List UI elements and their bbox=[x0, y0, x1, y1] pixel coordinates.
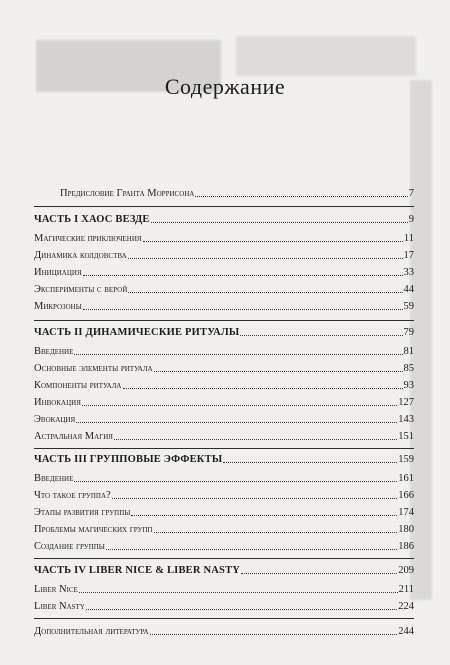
toc-entry bbox=[34, 503, 414, 519]
toc-entry bbox=[34, 229, 414, 245]
toc-label: Создание группы bbox=[34, 541, 105, 552]
toc-page-number: 44 bbox=[403, 284, 414, 295]
toc-page-number: 244 bbox=[398, 626, 414, 637]
toc-part-label: ЧАСТЬ IV LIBER NICE & LIBER NASTY bbox=[34, 565, 241, 576]
toc-entry bbox=[34, 342, 414, 358]
toc-entry bbox=[34, 469, 414, 485]
section-rule bbox=[34, 320, 414, 321]
toc-label: Liber Nasty bbox=[34, 601, 85, 612]
toc-page-number: 11 bbox=[403, 233, 414, 244]
section-rule bbox=[34, 618, 414, 619]
toc-label: Астральная Магия bbox=[34, 431, 113, 442]
dot-leader bbox=[86, 609, 397, 610]
toc-label: Инициация bbox=[34, 267, 82, 278]
bleed-through-shape bbox=[236, 36, 416, 76]
dot-leader bbox=[195, 196, 407, 197]
toc-part-label: ЧАСТЬ II ДИНАМИЧЕСКИЕ РИТУАЛЫ bbox=[34, 327, 240, 338]
toc-page-number: 159 bbox=[398, 454, 414, 465]
dot-leader bbox=[123, 388, 403, 389]
dot-leader bbox=[223, 462, 397, 463]
section-rule bbox=[34, 206, 414, 207]
section-rule bbox=[34, 558, 414, 559]
toc-entry bbox=[34, 246, 414, 262]
toc-page-number: 33 bbox=[403, 267, 414, 278]
toc-page-number: 79 bbox=[403, 327, 414, 338]
dot-leader bbox=[106, 549, 397, 550]
toc-label: Введение bbox=[34, 473, 74, 484]
toc-label: Проблемы магических групп bbox=[34, 524, 153, 535]
toc-page-number: 151 bbox=[398, 431, 414, 442]
toc-entry bbox=[34, 280, 414, 296]
toc-label: Этапы развития группы bbox=[34, 507, 131, 518]
dot-leader bbox=[74, 354, 402, 355]
dot-leader bbox=[241, 573, 397, 574]
toc-entry bbox=[34, 520, 414, 536]
toc-entry bbox=[34, 486, 414, 502]
dot-leader bbox=[79, 592, 398, 593]
dot-leader bbox=[143, 241, 403, 242]
dot-leader bbox=[154, 371, 403, 372]
toc-label: Эксперименты с верой bbox=[34, 284, 128, 295]
toc-page-number: 166 bbox=[398, 490, 414, 501]
toc-page-number: 93 bbox=[403, 380, 414, 391]
dot-leader bbox=[74, 481, 397, 482]
toc-entry bbox=[34, 263, 414, 279]
toc-entry bbox=[34, 410, 414, 426]
toc-label: Предисловие Гранта Моррисона bbox=[60, 188, 195, 199]
toc-page-number: 224 bbox=[398, 601, 414, 612]
toc-page-number: 59 bbox=[403, 301, 414, 312]
toc-part-1 bbox=[34, 210, 414, 226]
toc-page-number: 209 bbox=[398, 565, 414, 576]
toc-label: Что такое группа? bbox=[34, 490, 111, 501]
toc-page-number: 9 bbox=[408, 214, 414, 225]
toc-label: Компоненты ритуала bbox=[34, 380, 122, 391]
dot-leader bbox=[83, 275, 403, 276]
toc-page-number: 161 bbox=[398, 473, 414, 484]
toc-label: Введение bbox=[34, 346, 74, 357]
toc-page-number: 180 bbox=[398, 524, 414, 535]
toc-entry-preface bbox=[34, 184, 414, 200]
toc-label: Основные элементы ритуала bbox=[34, 363, 153, 374]
dot-leader bbox=[128, 258, 403, 259]
toc-entry bbox=[34, 597, 414, 613]
toc-page-number: 211 bbox=[398, 584, 414, 595]
toc-label: Эвокация bbox=[34, 414, 76, 425]
toc-part-label: ЧАСТЬ III ГРУППОВЫЕ ЭФФЕКТЫ bbox=[34, 454, 223, 465]
toc-label: Liber Nice bbox=[34, 584, 78, 595]
toc-page-number: 143 bbox=[398, 414, 414, 425]
toc-page-number: 174 bbox=[398, 507, 414, 518]
dot-leader bbox=[76, 422, 397, 423]
toc-entry-additional bbox=[34, 622, 414, 638]
toc-part-label: ЧАСТЬ I ХАОС ВЕЗДЕ bbox=[34, 214, 150, 225]
page-title: Содержание bbox=[164, 74, 286, 99]
toc-label: Инвокация bbox=[34, 397, 81, 408]
dot-leader bbox=[150, 634, 398, 635]
dot-leader bbox=[240, 335, 402, 336]
toc-label: Микрозоны bbox=[34, 301, 82, 312]
toc-part-2 bbox=[34, 323, 414, 339]
toc-page-number: 186 bbox=[398, 541, 414, 552]
toc-label: Магические приключения bbox=[34, 233, 142, 244]
dot-leader bbox=[151, 222, 408, 223]
toc-label: Дополнительная литература bbox=[34, 626, 149, 637]
toc-part-4 bbox=[34, 561, 414, 577]
toc-entry bbox=[34, 376, 414, 392]
section-rule bbox=[34, 448, 414, 449]
toc-entry bbox=[34, 427, 414, 443]
toc-entry bbox=[34, 359, 414, 375]
toc-page-number: 127 bbox=[398, 397, 414, 408]
dot-leader bbox=[128, 292, 402, 293]
toc-entry bbox=[34, 580, 414, 596]
dot-leader bbox=[154, 532, 398, 533]
toc-label: Динамика колдовства bbox=[34, 250, 127, 261]
toc-page-number: 7 bbox=[408, 188, 414, 199]
dot-leader bbox=[114, 439, 397, 440]
dot-leader bbox=[83, 309, 403, 310]
toc-page-number: 81 bbox=[403, 346, 414, 357]
toc-page-number: 85 bbox=[403, 363, 414, 374]
toc-entry bbox=[34, 393, 414, 409]
dot-leader bbox=[112, 498, 398, 499]
toc-entry bbox=[34, 297, 414, 313]
toc-entry bbox=[34, 537, 414, 553]
dot-leader bbox=[131, 515, 397, 516]
dot-leader bbox=[82, 405, 397, 406]
toc-page-number: 17 bbox=[403, 250, 414, 261]
toc-part-3 bbox=[34, 450, 414, 466]
